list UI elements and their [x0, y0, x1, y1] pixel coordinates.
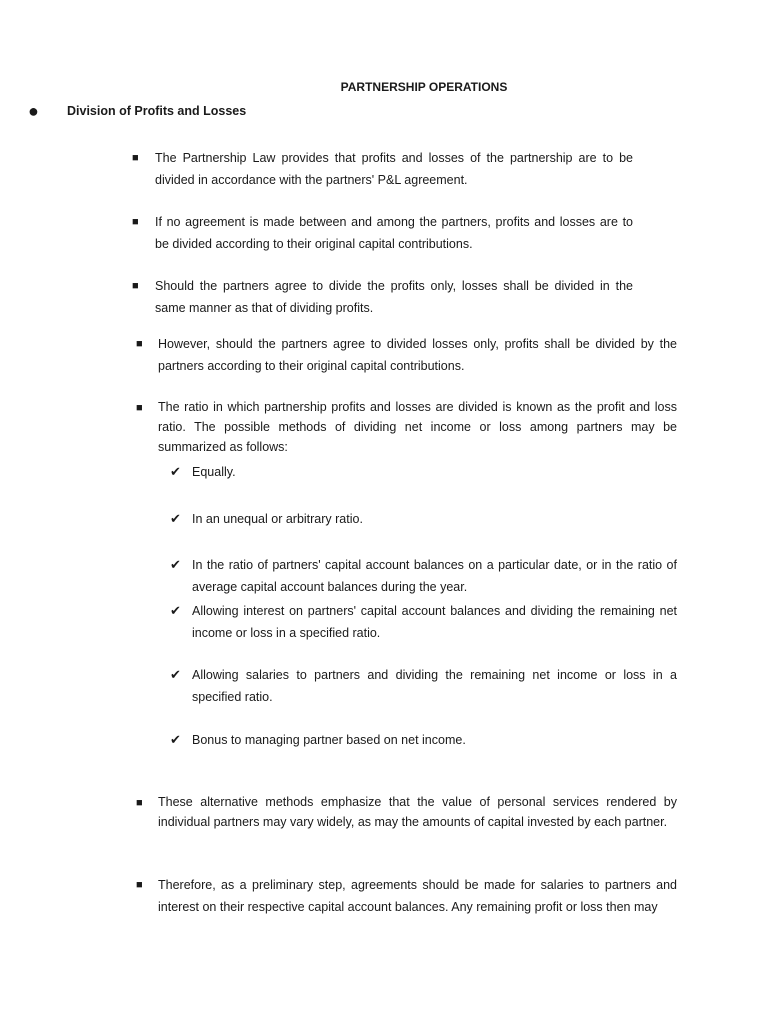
- method-item: Allowing interest on partners' capital account balances and dividing the remaining net income or loss in a specified ratio.: [192, 604, 677, 640]
- square-bullet-icon: ■: [136, 879, 143, 891]
- paragraph: Therefore, as a preliminary step, agreements should be made for salaries to partners and interest on their respective capital account balances. Any remaining profit or loss then may: [158, 878, 677, 914]
- method-item: Allowing salaries to partners and dividing the remaining net income or loss in a specified ratio.: [192, 668, 677, 704]
- paragraph: Should the partners agree to divide the profits only, losses shall be divided in the same manner as that of dividing profits.: [155, 279, 633, 315]
- paragraph: If no agreement is made between and among the partners, profits and losses are to be divided according to their original capital contributions.: [155, 215, 633, 251]
- square-bullet-icon: ■: [132, 280, 139, 292]
- method-item: Equally.: [192, 465, 236, 479]
- method-item: In the ratio of partners' capital account balances on a particular date, or in the ratio of average capital account balances during the year.: [192, 558, 677, 594]
- check-icon: ✔: [170, 557, 181, 572]
- square-bullet-icon: ■: [136, 402, 143, 414]
- square-bullet-icon: ■: [132, 216, 139, 228]
- paragraph: However, should the partners agree to divided losses only, profits shall be divided by the partners according to their original capital contributions.: [158, 337, 677, 373]
- paragraph: These alternative methods emphasize that the value of personal services rendered by individual partners may vary widely, as may the amounts of capital invested by each partner.: [158, 795, 677, 829]
- check-icon: ✔: [170, 464, 181, 479]
- check-icon: ✔: [170, 732, 181, 747]
- section-heading: Division of Profits and Losses: [67, 104, 247, 118]
- method-item: In an unequal or arbitrary ratio.: [192, 512, 363, 526]
- circle-bullet-icon: ●: [28, 101, 39, 121]
- paragraph: The Partnership Law provides that profits and losses of the partnership are to be divided in accordance with the partners' P&L agreement.: [155, 151, 633, 187]
- paragraph: The ratio in which partnership profits and losses are divided is known as the profit and loss ratio. The possible methods of dividing net income or loss among partners may be summarized as follows:: [158, 400, 677, 454]
- check-icon: ✔: [170, 603, 181, 618]
- square-bullet-icon: ■: [136, 338, 143, 350]
- check-icon: ✔: [170, 667, 181, 682]
- method-item: Bonus to managing partner based on net income.: [192, 733, 466, 747]
- check-icon: ✔: [170, 511, 181, 526]
- square-bullet-icon: ■: [132, 152, 139, 164]
- document-title: PARTNERSHIP OPERATIONS: [340, 80, 508, 94]
- square-bullet-icon: ■: [136, 797, 143, 809]
